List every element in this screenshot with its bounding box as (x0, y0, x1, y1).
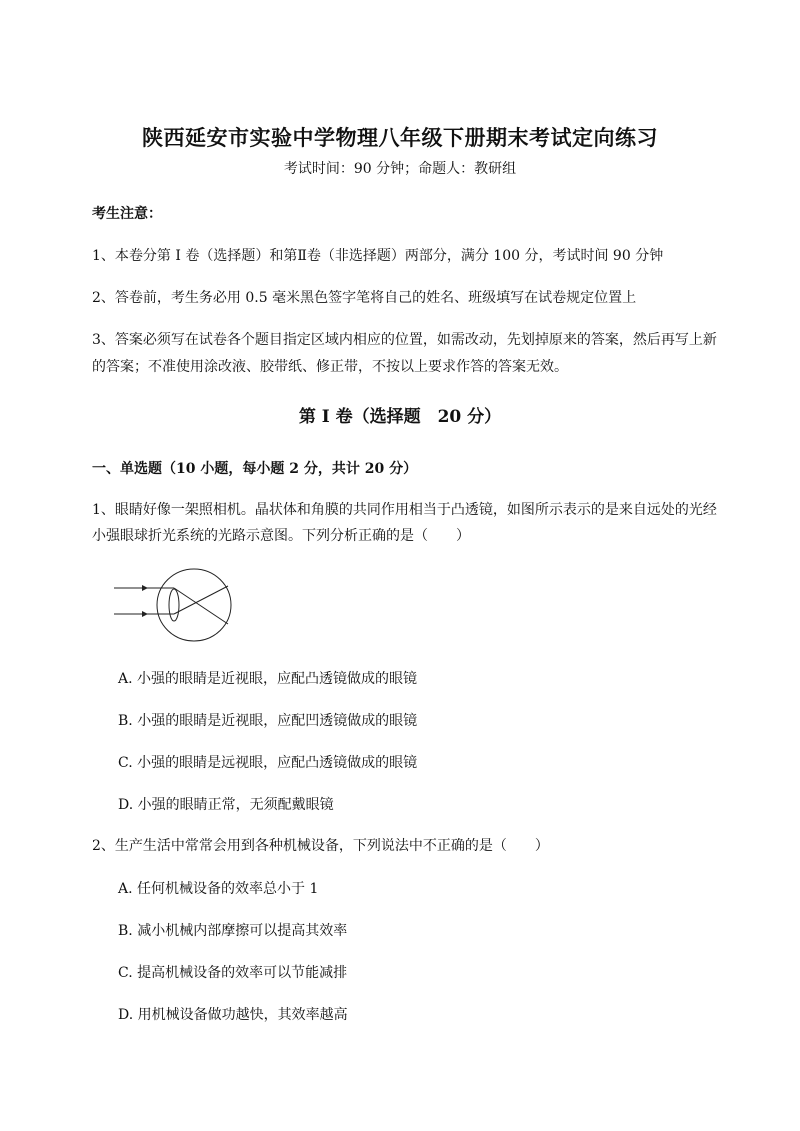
question-1-option-d[interactable]: D. 小强的眼睛正常，无须配戴眼镜 (118, 797, 334, 813)
question-1-option-c[interactable]: C. 小强的眼睛是远视眼，应配凸透镜做成的眼镜 (118, 755, 418, 771)
section-title: 第 I 卷（选择题 20 分） (298, 407, 502, 427)
notice-item-1: 1、本卷分第 I 卷（选择题）和第Ⅱ卷（非选择题）两部分，满分 100 分，考试时间 90 分钟 (92, 248, 664, 264)
question-1-option-b[interactable]: B. 小强的眼睛是近视眼，应配凹透镜做成的眼镜 (118, 713, 418, 729)
question-2-option-a[interactable]: A. 任何机械设备的效率总小于 1 (118, 881, 319, 897)
question-2-option-c[interactable]: C. 提高机械设备的效率可以节能减排 (118, 965, 348, 981)
question-2-option-b[interactable]: B. 减小机械内部摩擦可以提高其效率 (118, 923, 348, 939)
notice-item-3-line-2: 的答案；不准使用涂改液、胶带纸、修正带，不按以上要求作答的答案无效。 (92, 359, 568, 375)
page-subtitle: 考试时间：90 分钟；命题人：教研组 (283, 161, 517, 177)
question-1-stem-line-2: 小强眼球折光系统的光路示意图。下列分析正确的是（ ） (92, 528, 470, 544)
notice-item-3-line-1: 3、答案必须写在试卷各个题目指定区域内相应的位置，如需改动，先划掉原来的答案，然后再写上新 (92, 332, 717, 348)
question-2-stem: 2、生产生活中常常会用到各种机械设备，下列说法中不正确的是（ ） (92, 838, 549, 854)
question-1-option-a[interactable]: A. 小强的眼睛是近视眼，应配凸透镜做成的眼镜 (118, 671, 418, 687)
question-1-stem-line-1: 1、眼睛好像一架照相机。晶状体和角膜的共同作用相当于凸透镜，如图所示表示的是来自远处的光经 (92, 502, 717, 518)
eye-ray-diagram-icon (112, 566, 238, 644)
part-heading: 一、单选题（10 小题，每小题 2 分，共计 20 分） (92, 461, 418, 477)
question-2-option-d[interactable]: D. 用机械设备做功越快，其效率越高 (118, 1007, 348, 1023)
notice-heading: 考生注意： (92, 206, 162, 222)
page-title: 陕西延安市实验中学物理八年级下册期末考试定向练习 (142, 125, 658, 150)
notice-item-2: 2、答卷前，考生务必用 0.5 毫米黑色签字笔将自己的姓名、班级填写在试卷规定位置上 (92, 290, 637, 306)
